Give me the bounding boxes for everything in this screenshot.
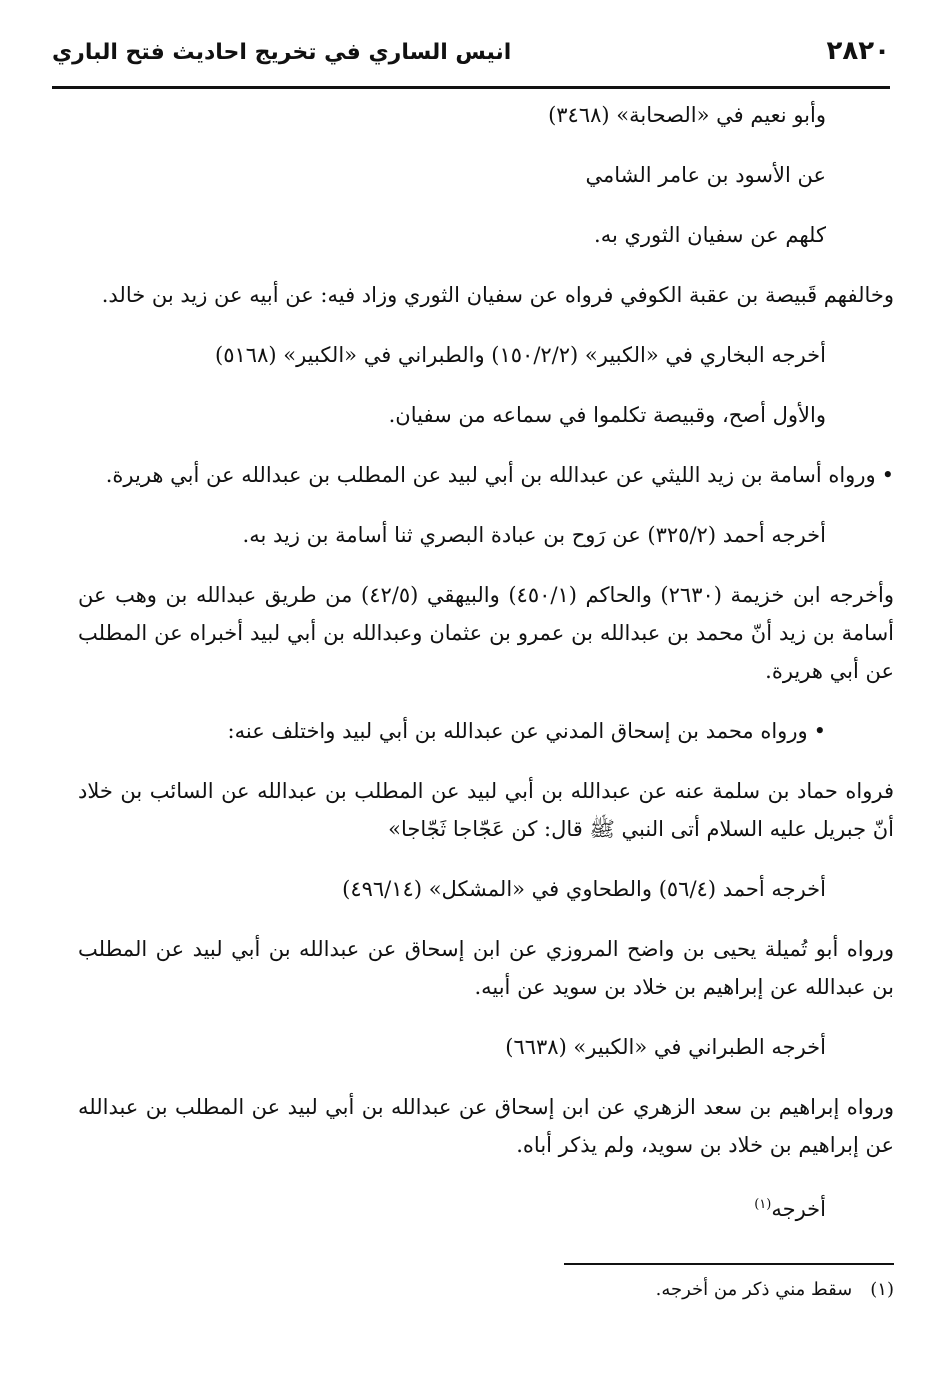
footnote: [380, 1276, 894, 1304]
paragraph: أخرجه أحمد (٣٢٥/٢) عن رَوح بن عبادة البصري ثنا أسامة بن زيد به.: [242, 523, 826, 547]
running-title: انيس الساري في تخريج احاديث فتح الباري: [52, 40, 512, 65]
paragraph: فرواه حماد بن سلمة عنه عن عبدالله بن أبي لبيد عن المطلب بن عبدالله عن السائب بن خلاد أنّ جبريل عليه السلام أتى النبي ﷺ قال: كن عَجّاجا ثَجّاجا»: [78, 779, 894, 841]
paragraph-text: ورواه محمد بن إسحاق المدني عن عبدالله بن أبي لبيد واختلف عنه:: [227, 719, 808, 743]
paragraph: عن الأسود بن عامر الشامي: [585, 163, 826, 187]
bullet-icon: •: [881, 463, 894, 487]
paragraph: والأول أصح، وقبيصة تكلموا في سماعه من سفيان.: [388, 403, 826, 427]
paragraph: ورواه إبراهيم بن سعد الزهري عن ابن إسحاق عن عبدالله بن أبي لبيد عن المطلب بن عبدالله عن إبراهيم بن خلاد بن سويد، ولم يذكر أباه.: [78, 1095, 894, 1157]
footnote-text: سقط مني ذكر من أخرجه.: [655, 1279, 853, 1300]
paragraph-text: أخرجه: [771, 1197, 826, 1221]
bullet-icon: •: [813, 719, 826, 743]
paragraph: أخرجه الطبراني في «الكبير» (٦٦٣٨): [505, 1035, 826, 1059]
page-number: ٢٨٢٠: [826, 36, 890, 66]
paragraph: كلهم عن سفيان الثوري به.: [594, 223, 826, 247]
paragraph: وخالفهم قَبيصة بن عقبة الكوفي فرواه عن سفيان الثوري وزاد فيه: عن أبيه عن زيد بن خالد.: [101, 283, 894, 307]
page-header: [52, 34, 890, 89]
paragraph: وأبو نعيم في «الصحابة» (٣٤٦٨): [548, 103, 826, 127]
paragraph: أخرجه أحمد (٥٦/٤) والطحاوي في «المشكل» (٤٩٦/١٤): [342, 877, 826, 901]
footnote-marker: (١): [870, 1279, 894, 1300]
bullet-paragraph: [78, 712, 894, 750]
paragraph: [78, 1186, 894, 1228]
paragraph: أخرجه البخاري في «الكبير» (١٥٠/٢/٢) والطبراني في «الكبير» (٥١٦٨): [215, 343, 826, 367]
main-text: [78, 96, 894, 1250]
paragraph: ورواه أبو تُميلة يحيى بن واضح المروزي عن ابن إسحاق عن عبدالله بن أبي لبيد عن المطلب بن عبدالله عن إبراهيم بن خلاد بن سويد عن أبيه.: [78, 937, 894, 999]
footnote-reference: (١): [754, 1197, 772, 1212]
paragraph: وأخرجه ابن خزيمة (٢٦٣٠) والحاكم (٤٥٠/١) والبيهقي (٤٢/٥) من طريق عبدالله بن وهب عن أسامة بن زيد أنّ محمد بن عبدالله بن عمرو بن عثمان وعبدالله بن أبي لبيد أخبراه عن المطلب عن أبي هريرة.: [78, 583, 895, 683]
paragraph-text: ورواه أسامة بن زيد الليثي عن عبدالله بن أبي لبيد عن المطلب بن عبدالله عن أبي هريرة.: [105, 463, 876, 487]
bullet-paragraph: [78, 456, 894, 494]
footnote-divider: [564, 1263, 894, 1265]
